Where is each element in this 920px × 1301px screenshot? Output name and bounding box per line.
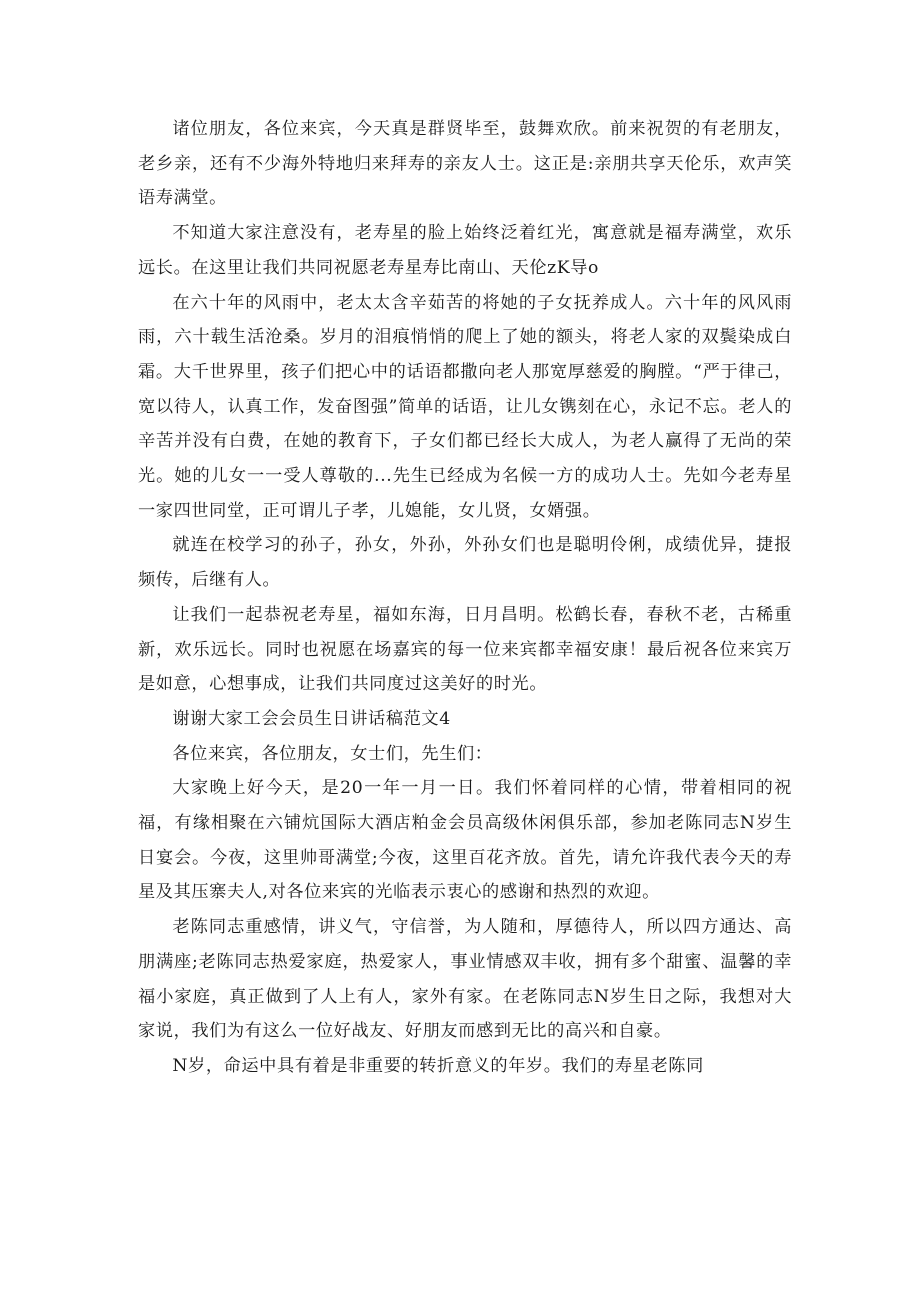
paragraph-6: 大家晚上好今天，是20一年一月一日。我们怀着同样的心情，带着相同的祝福，有缘相聚在六铺炕国际大酒店粕金会员高级休闲俱乐部，参加老陈同志N岁生日宴会。今夜，这里帅哥满堂;今夜，这里百花齐放。首先，请允许我代表今天的寿星及其压寨夫人,对各位来宾的光临表示衷心的感谢和热烈的欢迎。 <box>138 778 792 903</box>
paragraph-5: 让我们一起恭祝老寿星，福如东海，日月昌明。松鹤长春，春秋不老，古稀重新，欢乐远长。同时也祝愿在场嘉宾的每一位来宾都幸福安康！最后祝各位来宾万是如意，心想事成，让我们共同度过这美好的时光。 <box>138 604 792 695</box>
paragraph-7: 老陈同志重感情，讲义气，守信誉，为人随和，厚德待人，所以四方通达、高朋满座;老陈同志热爱家庭，热爱家人，事业情感双丰收，拥有多个甜蜜、温馨的幸福小家庭，真正做到了人上有人，家外有家。在老陈同志N岁生日之际，我想对大家说，我们为有这么一位好战友、好朋友而感到无比的高兴和自豪。 <box>138 917 792 1042</box>
section-title: 谢谢大家工会会员生日讲话稿范文4 <box>172 708 451 729</box>
paragraph-3: 在六十年的风雨中，老太太含辛茹苦的将她的子女抚养成人。六十年的风风雨雨，六十载生活沧桑。岁月的泪痕悄悄的爬上了她的额头，将老人家的双鬓染成白霜。大千世界里，孩子们把心中的话语都撒向老人那宽厚慈爱的胸膛。“严于律己，宽以待人，认真工作，发奋图强”简单的话语，让儿女镌刻在心，永记不忘。老人的辛苦并没有白费，在她的教育下，子女们都已经长大成人，为老人赢得了无尚的荣光。她的儿女一一受人尊敬的...先生已经成为名候一方的成功人士。先如今老寿星一家四世同堂，正可谓儿子孝，儿媳能，女儿贤，女婿强。 <box>138 292 792 521</box>
paragraph-1: 诸位朋友，各位来宾，今天真是群贤毕至，鼓舞欢欣。前来祝贺的有老朋友，老乡亲，还有不少海外特地归来拜寿的亲友人士。这正是:亲朋共享天伦乐，欢声笑语寿满堂。 <box>138 119 792 209</box>
document-body <box>138 112 792 1084</box>
paragraph-4: 就连在校学习的孙子，孙女，外孙，外孙女们也是聪明伶俐，成绩优异，捷报频传，后继有人。 <box>138 535 792 591</box>
paragraph-8: N岁，命运中具有着是非重要的转折意义的年岁。我们的寿星老陈同 <box>172 1055 704 1076</box>
paragraph-2: 不知道大家注意没有，老寿星的脸上始终泛着红光，寓意就是福寿满堂，欢乐远长。在这里让我们共同祝愿老寿星寿比南山、天伦zK导o <box>138 223 792 278</box>
greeting: 各位来宾，各位朋友，女士们，先生们： <box>172 743 493 764</box>
